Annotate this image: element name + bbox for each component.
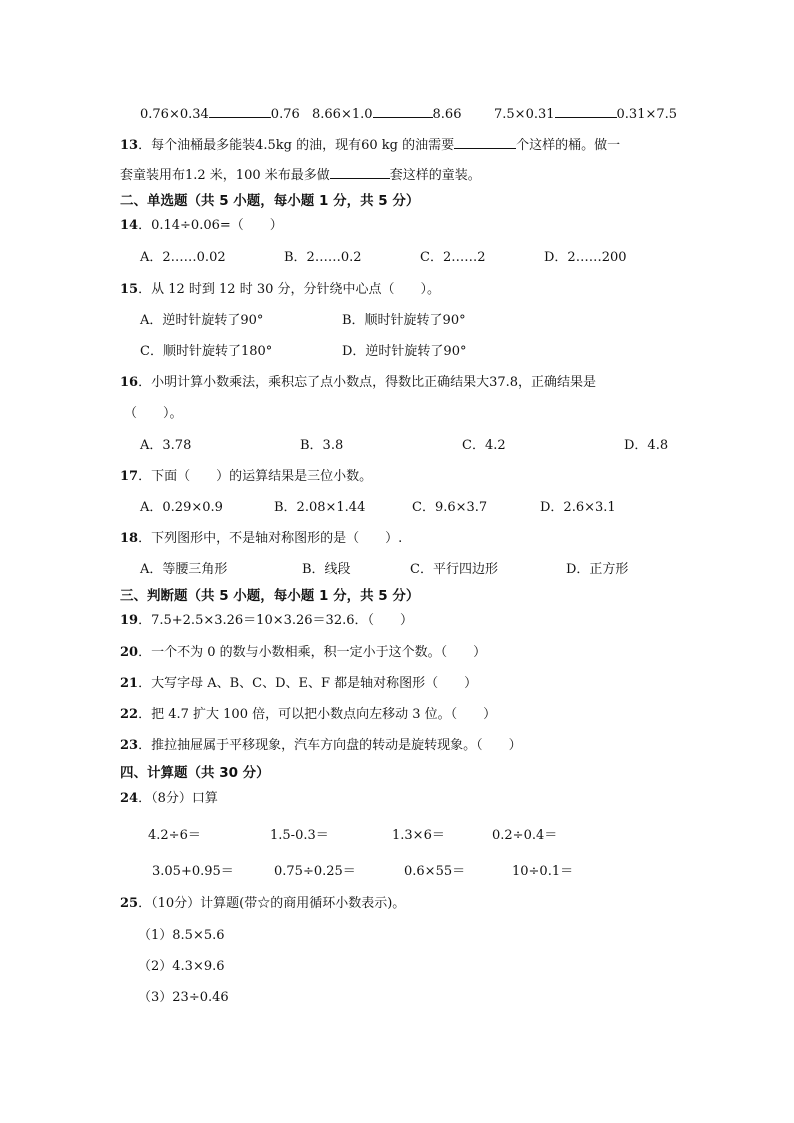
q15-option-b[interactable]: B．顺时针旋转了90° — [342, 313, 466, 328]
q14-option-c[interactable]: C．2……2 — [420, 250, 486, 265]
q24-item-6: 0.75÷0.25＝ — [274, 864, 356, 879]
q13-line2-post: 套这样的童装。 — [389, 168, 481, 183]
q18-option-c[interactable]: C．平行四边形 — [410, 562, 498, 577]
q14-option-b[interactable]: B．2……0.2 — [284, 250, 362, 265]
q18-option-b[interactable]: B．线段 — [302, 562, 351, 577]
question-number: 19 — [120, 613, 139, 628]
q16-option-a[interactable]: A．3.78 — [140, 438, 192, 453]
q17-option-b[interactable]: B．2.08×1.44 — [274, 500, 366, 515]
q17-option-c[interactable]: C．9.6×3.7 — [412, 500, 488, 515]
q12-b-left: 8.66×1.0 — [312, 107, 373, 122]
q12-a-right: 0.76 — [270, 107, 300, 122]
q12-b-blank[interactable] — [373, 105, 433, 118]
section-3-title: 三、判断题（共 5 小题，每小题 1 分，共 5 分） — [120, 588, 420, 604]
question-text: ．（8分）口算 — [138, 791, 218, 806]
question-text: ．下面（ ）的运算结果是三位小数。 — [138, 469, 373, 484]
question-19 — [120, 613, 413, 629]
q24-item-3: 1.3×6＝ — [392, 828, 445, 843]
q16-option-b[interactable]: B．3.8 — [300, 438, 344, 453]
q12-a-left: 0.76×0.34 — [140, 107, 209, 122]
question-13 — [120, 136, 620, 154]
q12-b-right: 8.66 — [432, 107, 462, 122]
q18-option-d[interactable]: D．正方形 — [566, 562, 629, 577]
question-14 — [120, 218, 283, 234]
question-number: 15 — [120, 282, 139, 297]
q16-option-c[interactable]: C．4.2 — [462, 438, 506, 453]
q25-item-3: （3）23÷0.46 — [138, 990, 229, 1005]
q15-option-c[interactable]: C．顺时针旋转了180° — [140, 344, 273, 359]
q12-b — [312, 105, 461, 123]
question-text: ．大写字母 A、B、C、D、E、F 都是轴对称图形（ ） — [138, 676, 478, 691]
question-text: ．0.14÷0.06=（ ） — [138, 218, 283, 233]
question-20 — [120, 645, 486, 661]
question-text: ．推拉抽屉属于平移现象，汽车方向盘的转动是旋转现象。（ ） — [138, 738, 522, 753]
question-16 — [120, 375, 596, 391]
q12-c — [494, 105, 677, 123]
q24-item-8: 10÷0.1＝ — [512, 864, 574, 879]
q17-option-a[interactable]: A．0.29×0.9 — [140, 500, 223, 515]
q12-c-left: 7.5×0.31 — [494, 107, 555, 122]
question-number: 18 — [120, 531, 139, 546]
question-number: 24 — [120, 791, 139, 806]
q25-item-2: （2）4.3×9.6 — [138, 959, 225, 974]
question-text: ．7.5+2.5×3.26＝10×3.26＝32.6．（ ） — [138, 613, 413, 628]
question-text: ．一个不为 0 的数与小数相乘，积一定小于这个数。（ ） — [138, 645, 487, 660]
question-21 — [120, 676, 477, 692]
question-text: ．从 12 时到 12 时 30 分，分针绕中心点（ ）。 — [138, 282, 441, 297]
question-number: 16 — [120, 375, 139, 390]
question-number: 14 — [120, 218, 139, 233]
q13-blank-2[interactable] — [330, 166, 390, 179]
question-text: ．把 4.7 扩大 100 倍，可以把小数点向左移动 3 位。（ ） — [138, 707, 497, 722]
question-text: ．（10分）计算题(带☆的商用循环小数表示)。 — [138, 896, 406, 911]
q14-option-a[interactable]: A．2……0.02 — [140, 250, 226, 265]
question-15 — [120, 282, 440, 298]
q15-option-d[interactable]: D．逆时针旋转了90° — [342, 344, 467, 359]
question-number: 21 — [120, 676, 139, 691]
q16-option-d[interactable]: D．4.8 — [624, 438, 669, 453]
section-2-title: 二、单选题（共 5 小题，每小题 1 分，共 5 分） — [120, 193, 420, 209]
question-17 — [120, 469, 372, 485]
question-number: 17 — [120, 469, 139, 484]
q15-option-a[interactable]: A．逆时针旋转了90° — [140, 313, 264, 328]
q12-a — [140, 105, 300, 123]
q14-option-d[interactable]: D．2……200 — [544, 250, 627, 265]
q13-line1-post: 个这样的桶。做一 — [516, 138, 621, 153]
question-23 — [120, 738, 522, 754]
question-18 — [120, 531, 402, 547]
q12-c-blank[interactable] — [555, 105, 617, 118]
q17-option-d[interactable]: D．2.6×3.1 — [540, 500, 616, 515]
q13-line1-pre: ．每个油桶最多能装4.5kg 的油，现有60 kg 的油需要 — [138, 138, 455, 153]
section-4-title: 四、计算题（共 30 分） — [120, 765, 270, 781]
question-number: 20 — [120, 645, 139, 660]
q24-item-1: 4.2÷6＝ — [148, 828, 201, 843]
question-25 — [120, 896, 405, 912]
question-number: 25 — [120, 896, 139, 911]
question-text: ．小明计算小数乘法，乘积忘了点小数点，得数比正确结果大37.8，正确结果是 — [138, 375, 597, 390]
q24-item-5: 3.05+0.95＝ — [152, 864, 234, 879]
question-number: 13 — [120, 138, 139, 153]
q13-blank-1[interactable] — [454, 136, 516, 149]
q24-item-4: 0.2÷0.4＝ — [492, 828, 558, 843]
q12-c-right: 0.31×7.5 — [616, 107, 678, 122]
question-13-cont — [120, 166, 481, 184]
q24-item-2: 1.5-0.3＝ — [270, 828, 329, 843]
q25-item-1: （1）8.5×5.6 — [138, 928, 225, 943]
question-number: 23 — [120, 738, 139, 753]
question-24 — [120, 791, 218, 807]
q24-item-7: 0.6×55＝ — [404, 864, 466, 879]
q12-a-blank[interactable] — [209, 105, 271, 118]
q16-continuation: （ ）。 — [124, 406, 183, 421]
question-22 — [120, 707, 496, 723]
question-number: 22 — [120, 707, 139, 722]
question-text: ．下列图形中，不是轴对称图形的是（ ）. — [138, 531, 403, 546]
q18-option-a[interactable]: A．等腰三角形 — [140, 562, 228, 577]
q13-line2-pre: 套童装用布1.2 米，100 米布最多做 — [120, 168, 330, 183]
